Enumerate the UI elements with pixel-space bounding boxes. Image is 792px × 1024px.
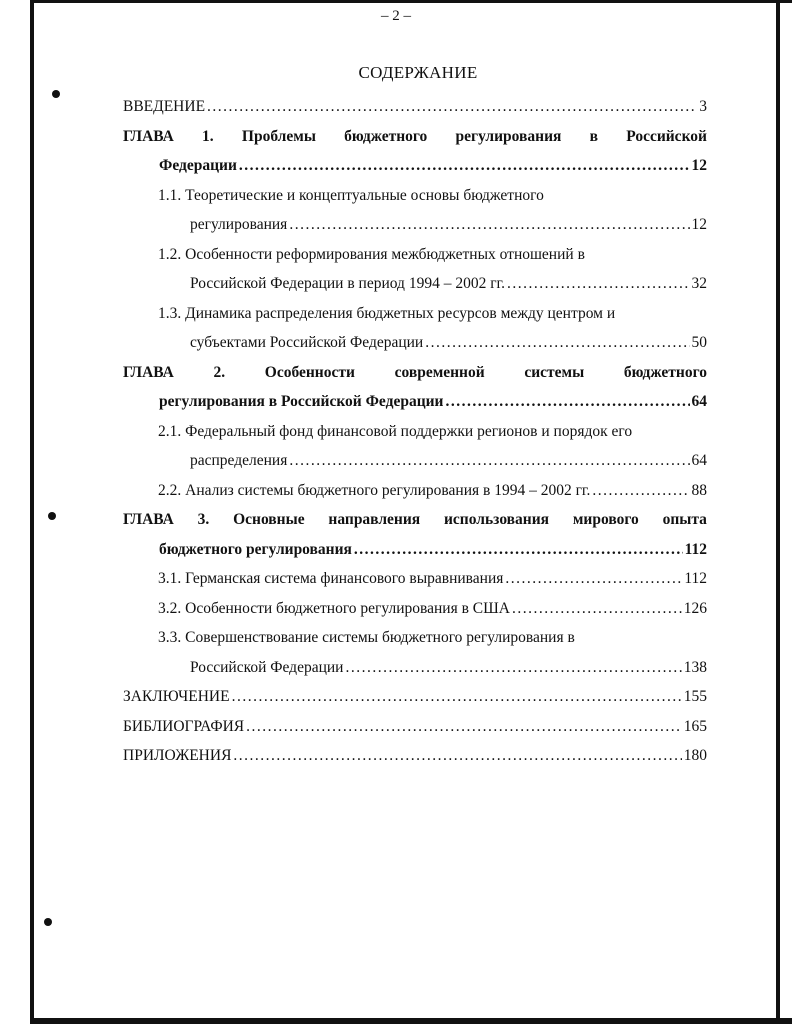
word: 2.: [213, 363, 226, 381]
word: ГЛАВА: [123, 127, 174, 145]
word: бюджетного: [623, 363, 707, 381]
page-title: СОДЕРЖАНИЕ: [358, 63, 478, 82]
toc-page: 180: [683, 747, 707, 764]
toc-section-1-3-line2[interactable]: [123, 328, 707, 358]
leader-dots: [505, 564, 682, 594]
leader-dots: [512, 594, 682, 624]
toc-page: 155: [683, 688, 707, 705]
toc-label: 3.2. Особенности бюджетного регулирования в США: [158, 599, 510, 617]
word: Российской: [626, 127, 707, 145]
toc-page: 138: [683, 658, 707, 676]
toc-page: 12: [691, 157, 707, 174]
toc-page: 112: [684, 570, 707, 587]
toc-label: 3.3. Совершенствование системы бюджетного регулирования в: [158, 629, 575, 646]
toc-label: БИБЛИОГРАФИЯ: [123, 717, 245, 735]
leader-dots: [207, 92, 697, 122]
toc-label: 1.1. Теоретические и концептуальные основы бюджетного: [158, 186, 544, 204]
word: в: [589, 127, 599, 145]
leader-dots: [507, 269, 689, 299]
toc-entry-intro[interactable]: [123, 92, 707, 122]
toc-section-2-2[interactable]: [123, 476, 707, 506]
word: системы: [524, 363, 585, 381]
toc-section-1-1-line2[interactable]: [123, 210, 707, 240]
word: ГЛАВА: [123, 363, 174, 381]
leader-dots: [345, 653, 681, 683]
leader-dots: [289, 210, 689, 240]
table-of-contents: [123, 92, 707, 771]
toc-label: ЗАКЛЮЧЕНИЕ: [123, 688, 230, 705]
toc-entry-appendices[interactable]: [123, 741, 707, 771]
toc-chapter-1-heading[interactable]: [123, 122, 707, 152]
toc-section-1-2-line1[interactable]: [123, 240, 707, 270]
toc-section-2-1-line2[interactable]: [123, 446, 707, 476]
word: мирового: [572, 511, 639, 528]
toc-section-3-3-line2[interactable]: [123, 653, 707, 683]
toc-label: бюджетного регулирования: [159, 540, 352, 558]
toc-section-1-2-line2[interactable]: [123, 269, 707, 299]
toc-label: Федерации: [159, 157, 237, 174]
toc-section-1-3-line1[interactable]: [123, 299, 707, 329]
toc-label: 1.2. Особенности реформирования межбюджетных отношений в: [158, 245, 585, 263]
toc-section-3-1[interactable]: [123, 564, 707, 594]
toc-label: Российской Федерации в период 1994 – 2002 гг.: [190, 275, 506, 292]
word: Проблемы: [241, 127, 316, 145]
page-border-left: [30, 0, 34, 1024]
word: бюджетного: [344, 127, 428, 145]
toc-chapter-2-continuation[interactable]: [123, 387, 707, 417]
leader-dots: [232, 682, 682, 712]
toc-chapter-2-heading[interactable]: [123, 358, 707, 388]
toc-page: 64: [691, 393, 707, 410]
toc-entry-bibliography[interactable]: [123, 712, 707, 742]
leader-dots: [233, 741, 681, 771]
page-border-right: [776, 0, 780, 1024]
toc-section-3-2[interactable]: [123, 594, 707, 624]
toc-page: 3: [699, 98, 707, 115]
leader-dots: [446, 387, 690, 417]
word: ГЛАВА: [123, 511, 174, 528]
toc-page: 88: [691, 481, 707, 499]
toc-chapter-3-heading[interactable]: [123, 505, 707, 535]
toc-page: 126: [683, 599, 707, 617]
toc-section-2-1-line1[interactable]: [123, 417, 707, 447]
toc-label: ПРИЛОЖЕНИЯ: [123, 747, 232, 764]
toc-section-3-3-line1[interactable]: [123, 623, 707, 653]
page-border-bottom: [30, 1018, 792, 1024]
page-border-top: [34, 0, 792, 3]
word: опыта: [662, 511, 707, 528]
toc-label: 1.3. Динамика распределения бюджетных ресурсов между центром и: [158, 304, 616, 322]
toc-page: 32: [691, 275, 707, 292]
word: современной: [394, 363, 485, 381]
leader-dots: [289, 446, 689, 476]
word: 3.: [197, 511, 210, 528]
toc-page: 64: [691, 452, 707, 469]
toc-page: 165: [683, 717, 707, 735]
word: использования: [444, 511, 550, 528]
punch-hole-dot: [52, 90, 60, 98]
toc-chapter-1-continuation[interactable]: [123, 151, 707, 181]
word: 1.: [202, 127, 214, 145]
toc-label: регулирования в Российской Федерации: [159, 393, 444, 410]
toc-entry-conclusion[interactable]: [123, 682, 707, 712]
word: Основные: [233, 511, 305, 528]
leader-dots: [425, 328, 689, 358]
toc-page: 112: [684, 540, 707, 558]
toc-label: регулирования: [190, 216, 288, 233]
punch-hole-dot: [44, 918, 52, 926]
toc-page: 50: [691, 334, 707, 351]
leader-dots: [239, 151, 690, 181]
word: регулирования: [455, 127, 562, 145]
page-number: – 2 –: [381, 8, 411, 24]
toc-chapter-3-continuation[interactable]: [123, 535, 707, 565]
toc-label: 3.1. Германская система финансового выравнивания: [158, 570, 504, 587]
toc-label: распределения: [190, 452, 288, 469]
toc-section-1-1-line1[interactable]: [123, 181, 707, 211]
leader-dots: [246, 712, 682, 742]
leader-dots: [592, 476, 689, 506]
toc-label: 2.2. Анализ системы бюджетного регулирования в 1994 – 2002 гг.: [158, 481, 591, 499]
word: направления: [328, 511, 421, 528]
toc-label: Российской Федерации: [190, 658, 344, 676]
leader-dots: [354, 535, 683, 565]
toc-label: ВВЕДЕНИЕ: [123, 98, 206, 115]
toc-label: субъектами Российской Федерации: [190, 334, 424, 351]
word: Особенности: [264, 363, 355, 381]
toc-page: 12: [691, 216, 707, 233]
toc-label: 2.1. Федеральный фонд финансовой поддержки регионов и порядок его: [158, 422, 633, 440]
punch-hole-dot: [48, 512, 56, 520]
